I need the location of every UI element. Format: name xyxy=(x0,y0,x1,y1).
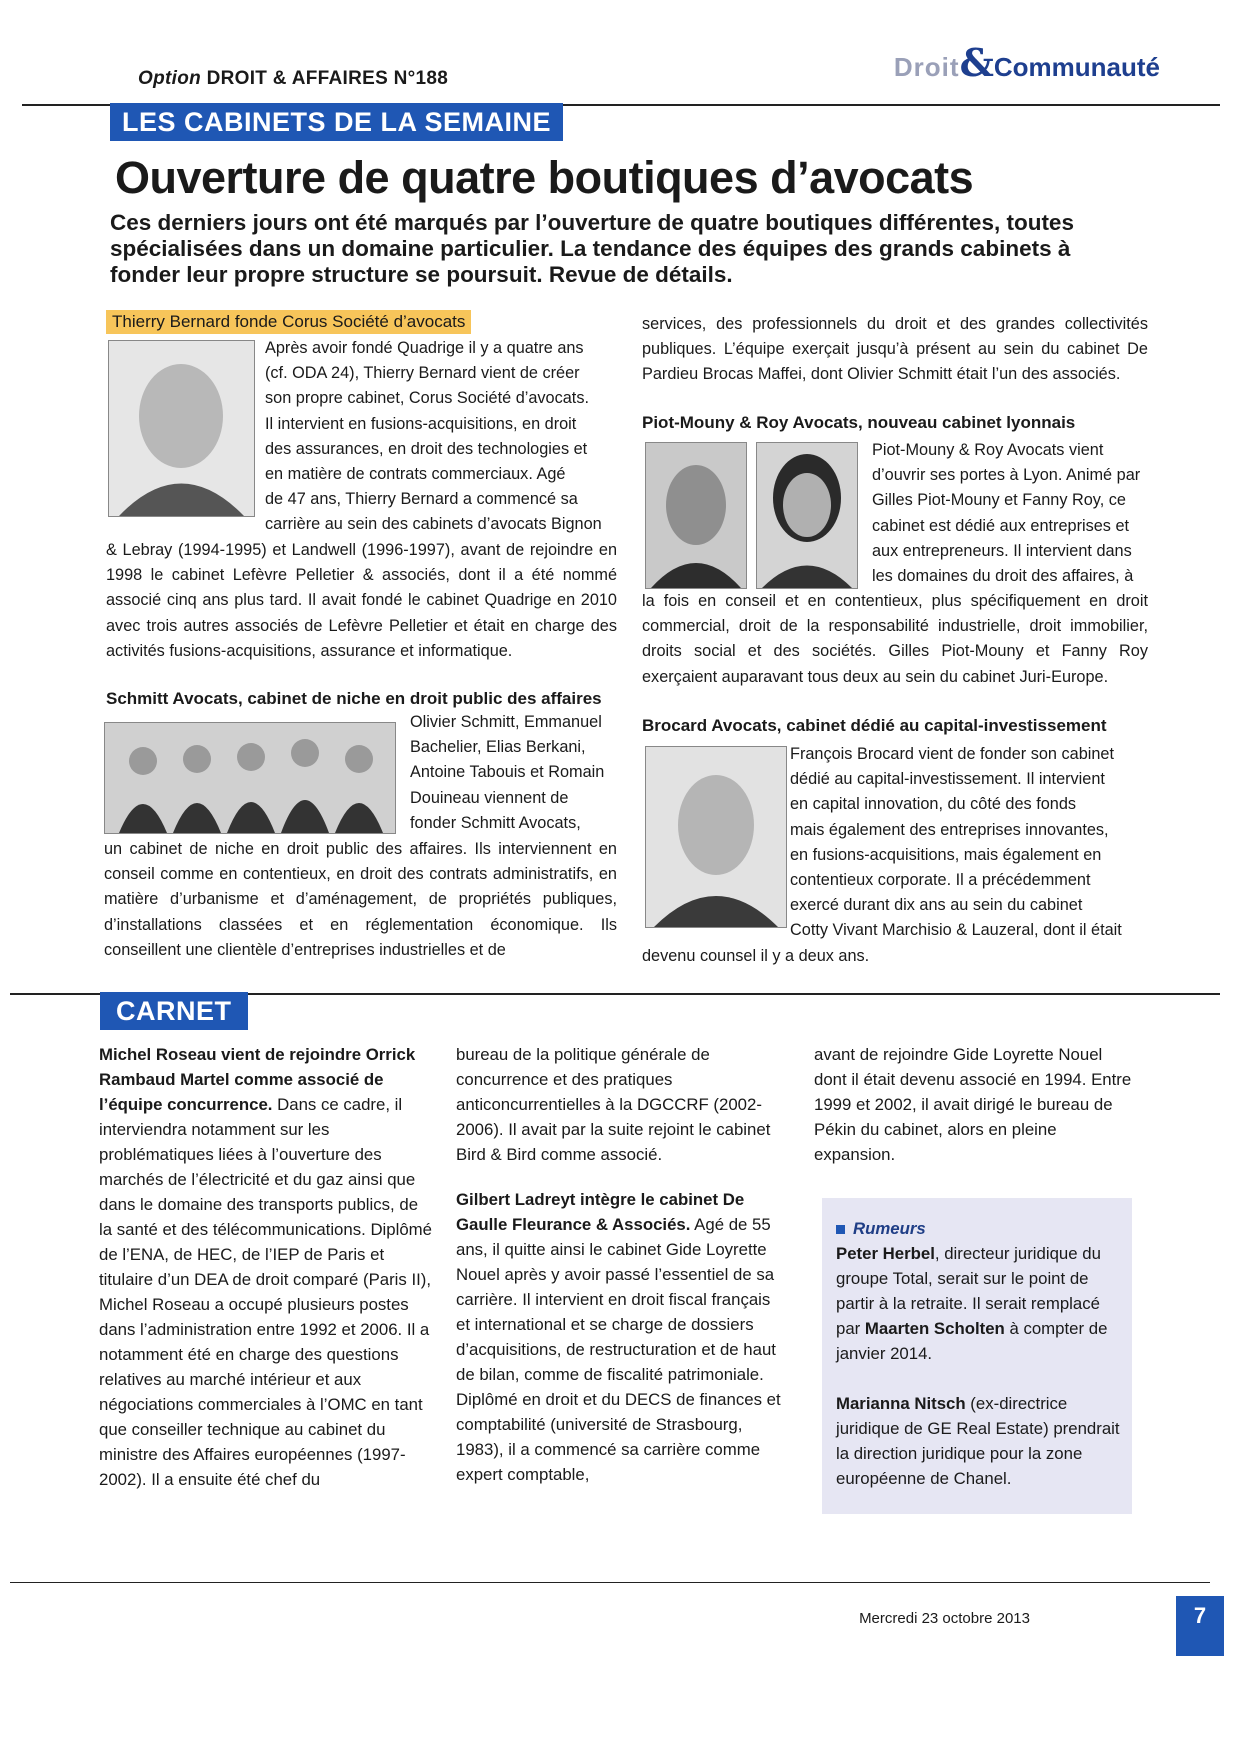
article3-line: d’ouvrir ses portes à Lyon. Animé par xyxy=(872,466,1141,485)
section-banner: LES CABINETS DE LA SEMAINE xyxy=(110,103,563,141)
article2-tail: un cabinet de niche en droit public des affaires. Ils interviennent en conseil comme en contentieux, en droit des contrats administratifs, en matière d’urbanisme et d’aménagement, de propriétés publiques, d’installations classées et en réglementation économique. Ils conseillent une clientèle d’entreprises industrielles et de xyxy=(104,840,617,959)
article4-title: Brocard Avocats, cabinet dédié au capital-investissement xyxy=(642,716,1107,735)
rumeurs-item-1 xyxy=(836,1241,1122,1366)
brand-logo xyxy=(894,40,1160,85)
rumeurs-text: , directeur juridique du groupe Total, serait sur le point de partir à la retraite. Il serait remplacé par xyxy=(836,1244,1101,1338)
rumeurs-text: à compter de janvier 2014. xyxy=(836,1319,1108,1363)
article3-line: aux entrepreneurs. Il intervient dans xyxy=(872,541,1132,560)
rumeurs-content xyxy=(836,1216,1122,1491)
article3-line: Piot-Mouny & Roy Avocats vient xyxy=(872,441,1104,459)
article3-line: Gilles Piot-Mouny et Fanny Roy, ce xyxy=(872,491,1126,510)
article1-line: Il intervient en fusions-acquisitions, en droit xyxy=(265,414,577,433)
portrait-icon xyxy=(109,341,254,516)
article3-tail: la fois en conseil et en contentieux, plus spécifiquement en droit commercial, droit de la responsabilité industrielle, droit immobilier, droits social et des sociétés. Gilles Piot-Mouny et Fanny Roy exerçaient auparavant tous deux au sein du cabinet Juri-Europe. xyxy=(642,592,1148,686)
article1-lines xyxy=(265,336,617,538)
article1-title: Thierry Bernard fonde Corus Société d’avocats xyxy=(106,310,471,334)
brand-logo-part1: Droit xyxy=(893,52,960,82)
portrait-icon xyxy=(646,443,746,588)
article1-line: Après avoir fondé Quadrige il y a quatre ans xyxy=(265,339,584,357)
article2-line: Douineau viennent de xyxy=(410,788,569,807)
carnet-col1-heading: Michel Roseau vient de rejoindre Orrick Rambaud Martel comme associé de l’équipe concurrence. xyxy=(99,1045,416,1114)
carnet-col1 xyxy=(99,1042,435,1492)
rumeurs-title xyxy=(836,1216,1122,1241)
brand-logo-ampersand: & xyxy=(959,40,994,85)
publication-name xyxy=(138,68,448,90)
portrait-icon xyxy=(757,443,857,588)
article1-line: en matière de contrats commerciaux. Agé xyxy=(265,465,566,484)
article4-line: exercé durant dix ans au sein du cabinet xyxy=(790,896,1083,915)
footer-date: Mercredi 23 octobre 2013 xyxy=(859,1610,1030,1627)
article1-line: carrière au sein des cabinets d’avocats Bignon xyxy=(265,515,602,534)
article4-line: en capital innovation, du côté des fonds xyxy=(790,795,1077,814)
rumeurs-text: (ex-directrice juridique de GE Real Estate) prendrait la direction juridique pour la zone européenne de Chanel. xyxy=(836,1394,1120,1488)
article4-line: mais également des entreprises innovantes, xyxy=(790,820,1109,839)
francois-brocard-photo xyxy=(645,746,787,928)
article2-line: Bachelier, Elias Berkani, xyxy=(410,738,586,757)
brand-logo-part2: Communauté xyxy=(993,52,1160,82)
article4-line: Cotty Vivant Marchisio & Lauzeral, dont il était xyxy=(790,921,1122,940)
article2-line: Antoine Tabouis et Romain xyxy=(410,763,605,782)
portrait-icon xyxy=(646,747,786,927)
fanny-roy-photo xyxy=(756,442,858,589)
article2-line: Olivier Schmitt, Emmanuel xyxy=(410,713,602,731)
publication-name-italic: Option xyxy=(138,68,202,89)
article3-lines xyxy=(872,438,1148,589)
footer-divider xyxy=(10,1582,1210,1583)
carnet-banner: CARNET xyxy=(100,992,248,1030)
gilles-piot-mouny-photo xyxy=(645,442,747,589)
headline: Ouverture de quatre boutiques d’avocats xyxy=(115,152,974,203)
carnet-col3: avant de rejoindre Gide Loyrette Nouel dont il était devenu associé en 1994. Entre 1999 et 2002, il avait dirigé le bureau de Pékin du cabinet, alors en pleine expansion. xyxy=(814,1045,1132,1164)
article4-line: en fusions-acquisitions, mais également en xyxy=(790,845,1102,864)
thierry-bernard-photo xyxy=(108,340,255,517)
carnet-col1-text: Dans ce cadre, il interviendra notamment sur les problématiques liées à l’ouverture des marchés de l’électricité et du gaz ainsi que dans le domaine des transports publics, de la santé et des télécommunications. Diplômé de l’ENA, de HEC, de l’IEP de Paris et titulaire d’un DEA de droit comparé (Paris II), Michel Roseau a occupé plusieurs postes dans l’administration entre 1992 et 2006. Il a notamment été en charge des questions relatives au marché intérieur et aux négociations commerciales à l’OMC en tant que conseiller technique au cabinet du ministre des Affaires européennes (1997-2002). Il a ensuite été chef du xyxy=(99,1095,432,1489)
article1-line: de 47 ans, Thierry Bernard a commencé sa xyxy=(265,490,578,509)
carnet-col2-text-a: bureau de la politique générale de concurrence et des pratiques anticoncurrentielles à la DGCCRF (2002-2006). Il avait par la suite rejoint le cabinet Bird & Bird comme associé. xyxy=(456,1045,771,1164)
article1-line: (cf. ODA 24), Thierry Bernard vient de créer xyxy=(265,364,580,383)
article3-line: les domaines du droit des affaires, à xyxy=(872,567,1134,586)
article4-line: François Brocard vient de fonder son cabinet xyxy=(790,745,1114,763)
article1-line: son propre cabinet, Corus Société d’avocats. xyxy=(265,389,589,408)
lede: Ces derniers jours ont été marqués par l’ouverture de quatre boutiques différentes, toutes spécialisées dans un domaine particulier. La tendance des équipes des grands cabinets à fonder leur propre structure se poursuit. Revue de détails. xyxy=(110,210,1074,287)
article4-tail: devenu counsel il y a deux ans. xyxy=(642,947,870,965)
publication-issue: DROIT & AFFAIRES N°188 xyxy=(206,68,449,89)
article4-lines xyxy=(790,742,1148,944)
article4-line: dédié au capital-investissement. Il intervient xyxy=(790,770,1105,789)
page-number: 7 xyxy=(1176,1596,1224,1656)
rumeurs-name: Peter Herbel xyxy=(836,1244,935,1263)
article3-title: Piot-Mouny & Roy Avocats, nouveau cabinet lyonnais xyxy=(642,413,1076,432)
article1-line: des assurances, en droit des technologies et xyxy=(265,439,588,458)
article2-lines xyxy=(410,710,617,836)
bullet-square-icon xyxy=(836,1225,845,1234)
article4-line: contentieux corporate. Il a précédemment xyxy=(790,871,1091,890)
article2-continued: services, des professionnels du droit et des grandes collectivités publiques. L’équipe exerçait jusqu’à présent au sein du cabinet De Pardieu Brocas Maffei, dont Olivier Schmitt était l’un des associés. xyxy=(642,315,1148,384)
carnet-col2-heading: Gilbert Ladreyt intègre le cabinet De Gaulle Fleurance & Associés. xyxy=(456,1190,745,1234)
carnet-col2-text-b: Agé de 55 ans, il quitte ainsi le cabinet Gide Loyrette Nouel après y avoir passé l’essentiel de sa carrière. Il intervient en droit fiscal français et international et se charge de dossiers d’acquisitions, de restructuration et de haut de bilan, comme de fiscalité patrimoniale. Diplômé en droit et du DECS de finances et comptabilité (université de Strasbourg, 1983), il a commencé sa carrière comme expert comptable, xyxy=(456,1215,781,1484)
article3-line: cabinet est dédié aux entreprises et xyxy=(872,516,1130,535)
rumeurs-name: Marianna Nitsch xyxy=(836,1394,966,1413)
rumeurs-item-2 xyxy=(836,1391,1122,1491)
article2-line: fonder Schmitt Avocats, xyxy=(410,813,581,832)
carnet-col2 xyxy=(456,1042,782,1487)
rumeurs-name: Maarten Scholten xyxy=(864,1319,1005,1338)
group-portrait-icon xyxy=(105,723,395,833)
article1-tail: & Lebray (1994-1995) et Landwell (1996-1997), avant de rejoindre en 1998 le cabinet Lefèvre Pelletier & associés, dont il a été nommé associé cinq ans plus tard. Il avait fondé le cabinet Quadrige en 2010 avec trois autres associés de Lefèvre Pelletier et était en charge des activités fusions-acquisitions, assurance et informatique. xyxy=(106,541,617,660)
schmitt-team-photo xyxy=(104,722,396,834)
article2-title: Schmitt Avocats, cabinet de niche en droit public des affaires xyxy=(106,689,602,708)
rumeurs-title-text: Rumeurs xyxy=(853,1219,926,1238)
